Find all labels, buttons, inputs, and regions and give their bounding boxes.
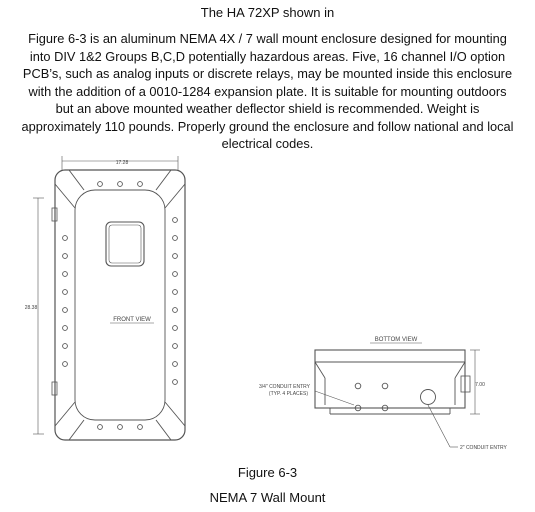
front-view-label: FRONT VIEW xyxy=(113,317,151,323)
conduit-note-line2: (TYP. 4 PLACES) xyxy=(268,391,308,397)
width-dimension: 17.28 xyxy=(115,160,129,166)
description-line: but an above mounted weather deflector shield is recommended. Weight is xyxy=(55,101,480,116)
conduit-note-line1: 3/4" CONDUIT ENTRY xyxy=(258,384,310,390)
description-paragraph xyxy=(2,30,533,153)
bottom-view-label: BOTTOM VIEW xyxy=(374,337,418,343)
description-line: with the addition of a 0010-1284 expansion plate. It is suitable for mounting outdoors xyxy=(28,83,507,99)
front-view xyxy=(33,156,185,440)
description-line: Figure 6-3 is an aluminum NEMA 4X / 7 wall mount enclosure designed for mounting xyxy=(28,31,507,46)
figure-label: Figure 6-3 xyxy=(237,465,298,480)
description-line: approximately 110 pounds. Properly ground the enclosure and follow national and local xyxy=(21,118,514,134)
document-heading: The HA 72XP shown in xyxy=(200,5,335,20)
description-line: PCB’s, such as analog inputs or discrete relays, may be mounted inside this enclosure xyxy=(22,66,513,81)
height-dimension: 28.38 xyxy=(24,305,38,311)
figure-caption: NEMA 7 Wall Mount xyxy=(209,490,326,505)
description-line: into DIV 1&2 Groups B,C,D potentially hazardous areas. Five, 16 channel I/O option xyxy=(29,48,506,64)
bottom-view xyxy=(315,343,480,447)
description-line: electrical codes. xyxy=(221,136,314,151)
depth-dimension: 7.00 xyxy=(475,382,485,388)
large-conduit-note: 2" CONDUIT ENTRY xyxy=(460,445,507,451)
enclosure-drawing xyxy=(0,150,535,455)
